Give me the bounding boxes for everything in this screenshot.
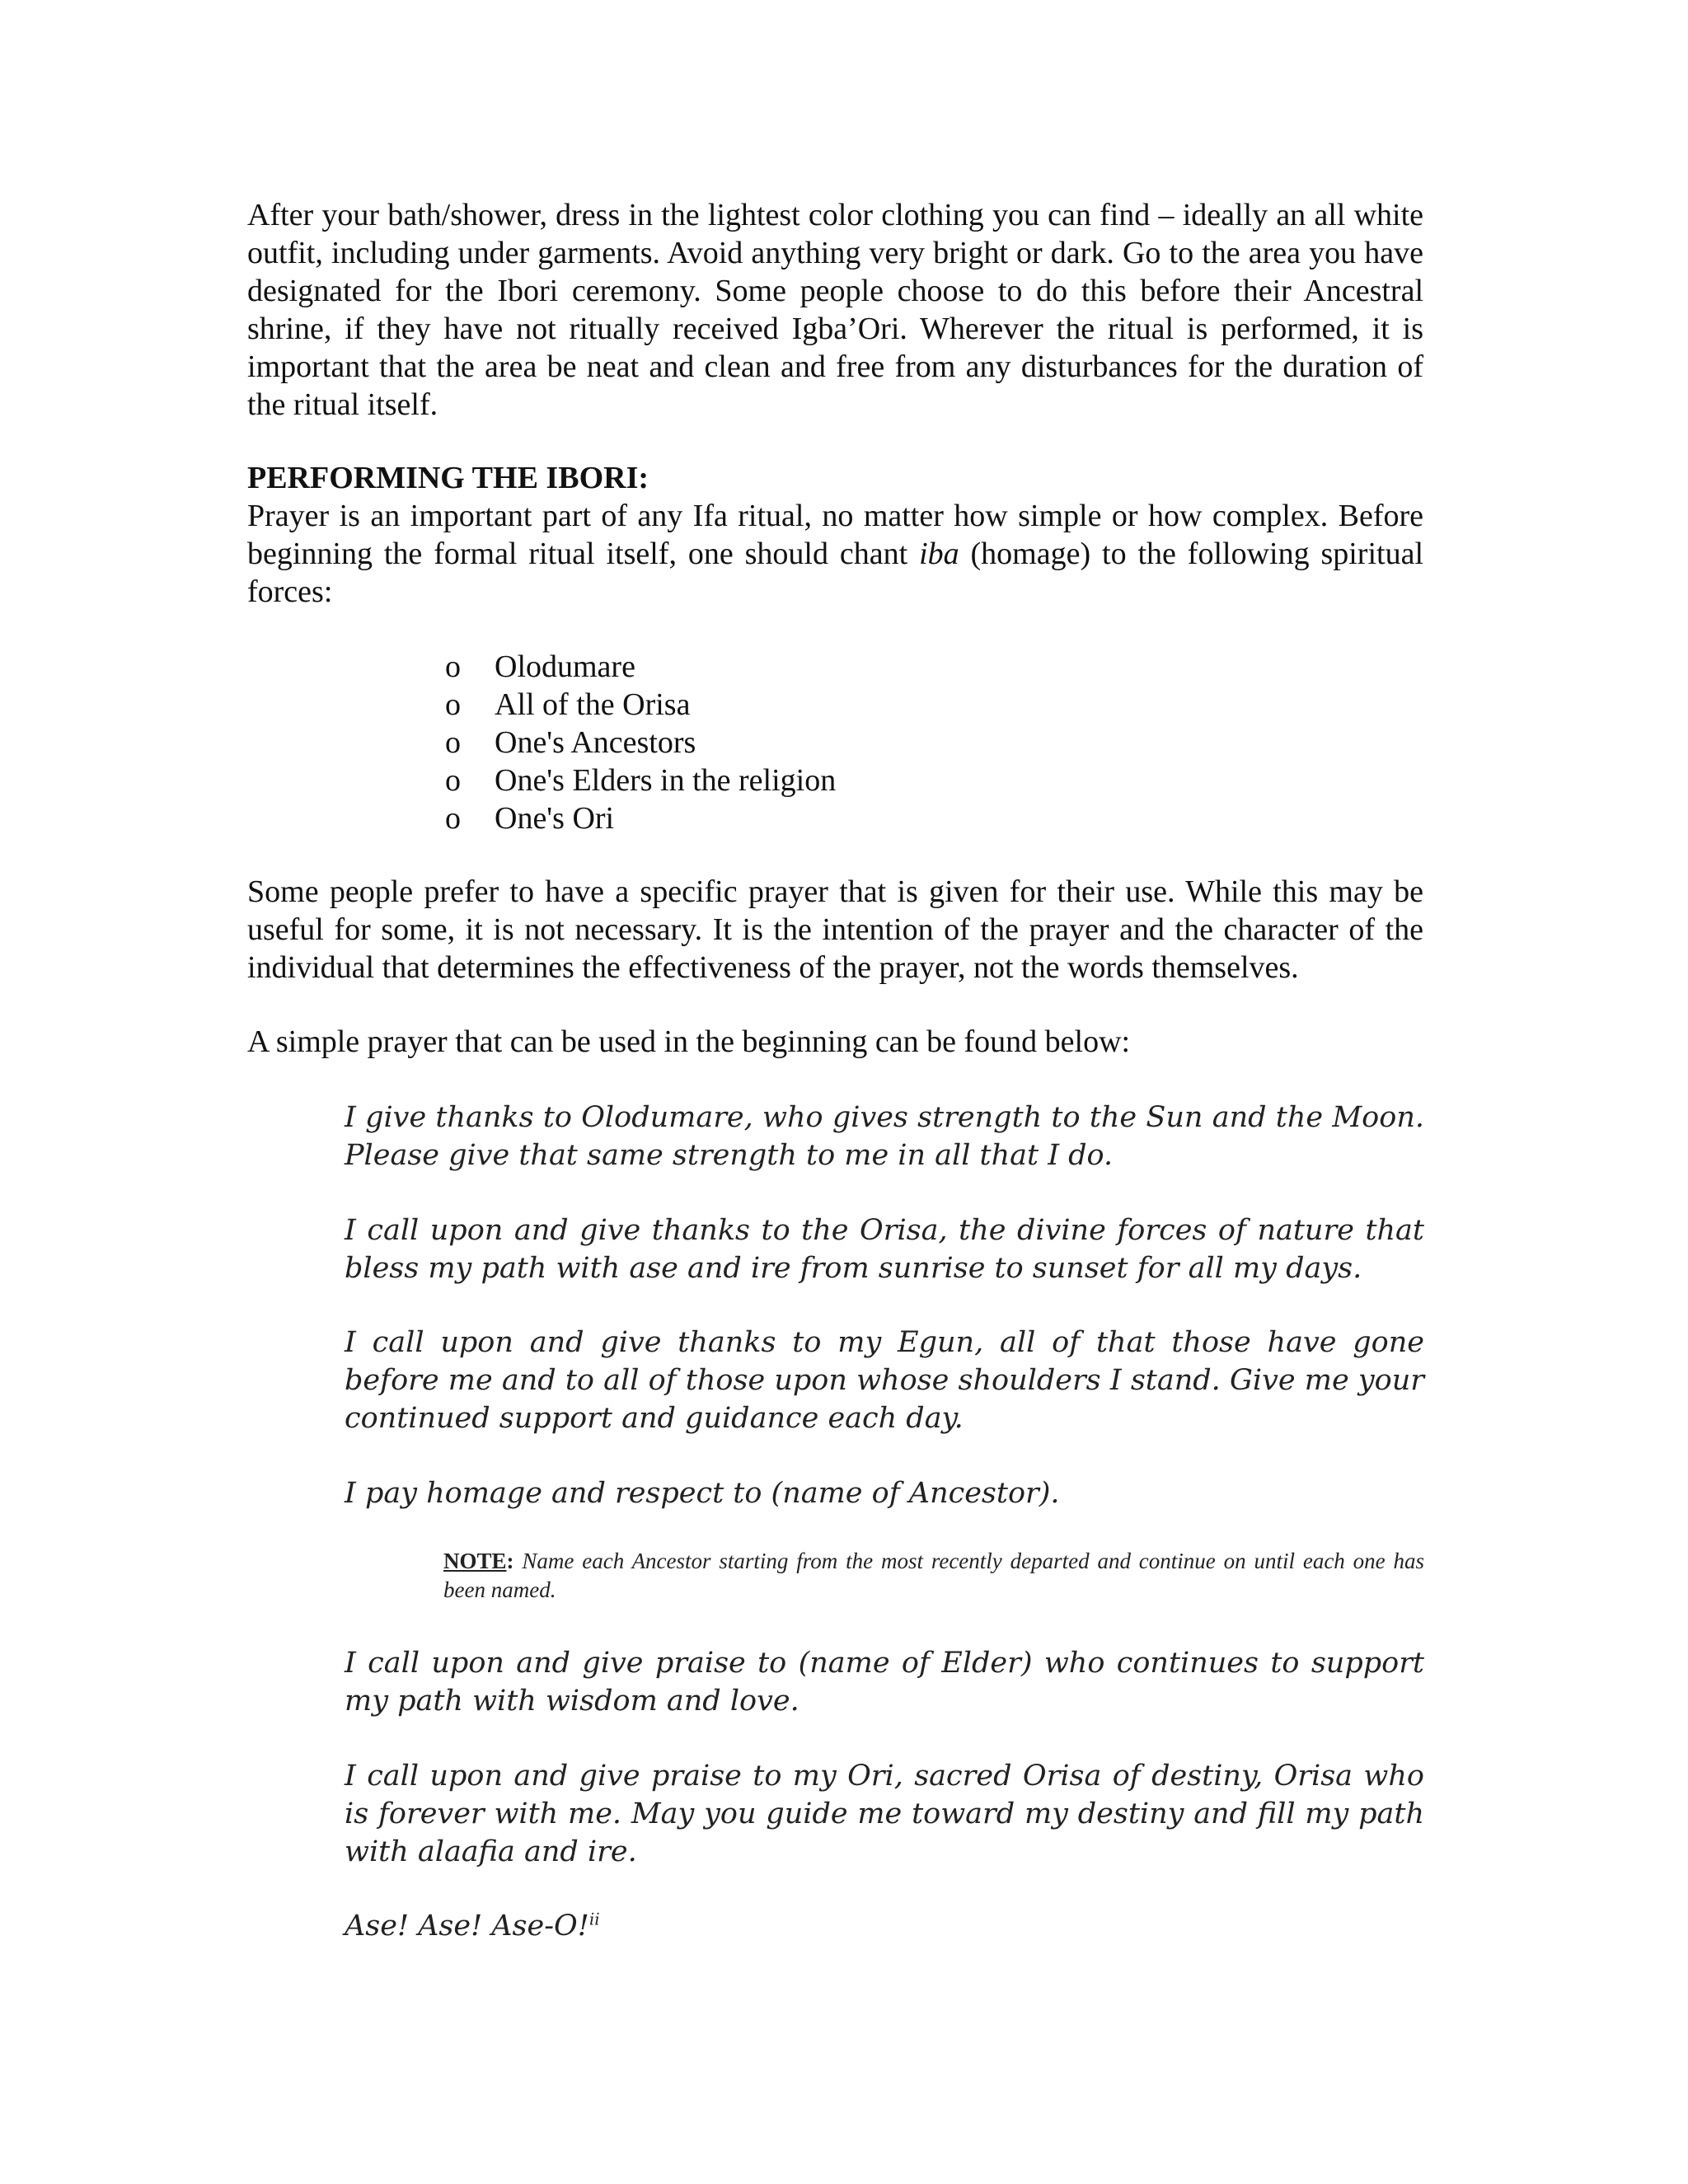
- bullet-marker: o: [445, 725, 461, 760]
- spiritual-forces-list: [445, 648, 836, 837]
- prayer-orisa: I call upon and give thanks to the Orisa, the divine forces of nature that bless my path with ase and ire from sunrise to sunset for all my days.: [345, 1214, 1424, 1285]
- closing-line: [345, 1907, 1424, 1945]
- list-item-label: One's Ori: [495, 801, 615, 836]
- bullet-marker: o: [445, 763, 461, 798]
- prayer-ancestor: I pay homage and respect to (name of Ancestor).: [345, 1477, 1060, 1510]
- prayer-olodumare: I give thanks to Olodumare, who gives strength to the Sun and the Moon. Please give that same strength to me in all that I do.: [345, 1101, 1424, 1172]
- prayer-intro-text: Prayer is an important part of any Ifa ritual, no matter how simple or how complex. Before beginning the formal ritual itself, one should chant: [247, 499, 1423, 571]
- bullet-marker: o: [445, 801, 461, 836]
- intro-paragraph: After your bath/shower, dress in the lightest color clothing you can find – ideally an all white outfit, including under garments. Avoid anything very bright or dark. Go to the area you have designated for the Ibori ceremony. Some people choose to do this before their Ancestral shrine, if they have not ritually received Igba’Ori. Wherever the ritual is performed, it is important that the area be neat and clean and free from any disturbances for the duration of the ritual itself.: [247, 198, 1423, 422]
- note-text: Name each Ancestor starting from the most recently departed and continue on until each one has been named.: [443, 1549, 1424, 1602]
- list-item: [445, 686, 836, 724]
- note-colon: :: [506, 1549, 514, 1573]
- closing-text: Ase! Ase! Ase-O!: [345, 1910, 589, 1943]
- simple-prayer-intro: A simple prayer that can be used in the beginning can be found below:: [247, 1024, 1131, 1059]
- footnote-marker: ii: [588, 1909, 600, 1929]
- list-item: [445, 724, 836, 762]
- section-heading: PERFORMING THE IBORI:: [247, 461, 649, 495]
- iba-term: iba: [919, 537, 959, 571]
- bullet-marker: o: [445, 687, 461, 722]
- list-item: [445, 799, 836, 837]
- prayer-ori: I call upon and give praise to my Ori, sacred Orisa of destiny, Orisa who is forever with me. May you guide me toward my destiny and fill my path with alaafia and ire.: [345, 1760, 1424, 1868]
- list-item: [445, 648, 836, 686]
- note-label: NOTE: [443, 1549, 507, 1573]
- list-item: [445, 762, 836, 799]
- list-item-label: Olodumare: [495, 649, 635, 684]
- list-item-label: One's Elders in the religion: [495, 763, 837, 798]
- prayer-intro-paragraph: [247, 497, 1423, 611]
- specific-prayer-paragraph: Some people prefer to have a specific prayer that is given for their use. While this may be useful for some, it is not necessary. It is the intention of the prayer and the character of the individual that determines the effectiveness of the prayer, not the words themselves.: [247, 874, 1423, 985]
- list-item-label: All of the Orisa: [495, 687, 691, 722]
- bullet-marker: o: [445, 649, 461, 684]
- list-item-label: One's Ancestors: [495, 725, 696, 760]
- ancestor-note: [443, 1547, 1424, 1605]
- prayer-egun: I call upon and give thanks to my Egun, all of that those have gone before me and to all of those upon whose shoulders I stand. Give me your continued support and guidance each day.: [345, 1326, 1424, 1435]
- prayer-elder: I call upon and give praise to (name of Elder) who continues to support my path with wisdom and love.: [345, 1647, 1424, 1718]
- prayer-intro-text-end: (homage) to the following spiritual forces:: [247, 537, 1424, 609]
